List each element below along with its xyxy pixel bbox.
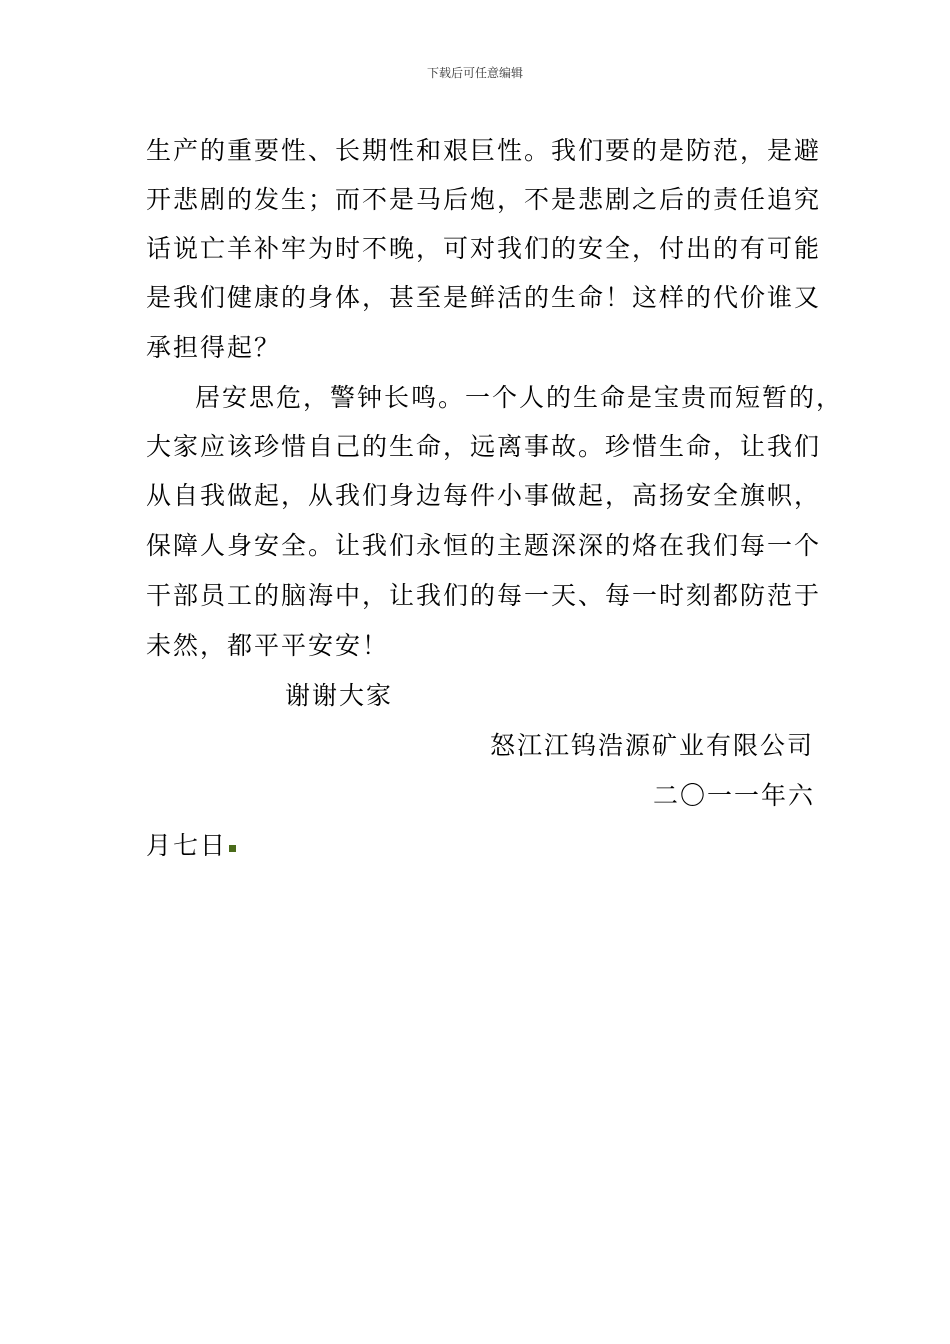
body-line: 大家应该珍惜自己的生命，远离事故。珍惜生命，让我们 <box>146 432 822 461</box>
date-text: 月七日 <box>146 831 228 860</box>
body-line: 话说亡羊补牢为时不晚，可对我们的安全，付出的有可能 <box>146 234 822 263</box>
body-line: 开悲剧的发生；而不是马后炮，不是悲剧之后的责任追究 <box>146 185 822 214</box>
body-line: 从自我做起，从我们身边每件小事做起，高扬安全旗帜， <box>146 481 822 510</box>
date-line-1: 二〇一一年六 <box>653 781 816 810</box>
body-line: 承担得起？ <box>146 333 282 362</box>
header-note: 下载后可任意编辑 <box>426 66 523 80</box>
company-name: 怒江江钨浩源矿业有限公司 <box>490 731 815 760</box>
body-line: 干部员工的脑海中，让我们的每一天、每一时刻都防范于 <box>146 581 822 610</box>
paragraph-mark <box>229 845 236 852</box>
paragraph-start-line: 居安思危，警钟长鸣。一个人的生命是宝贵而短暂的， <box>195 383 844 412</box>
body-line: 是我们健康的身体，甚至是鲜活的生命！这样的代价谁又 <box>146 283 822 312</box>
body-line: 保障人身安全。让我们永恒的主题深深的烙在我们每一个 <box>146 531 822 560</box>
body-line: 生产的重要性、长期性和艰巨性。我们要的是防范，是避 <box>146 136 822 165</box>
thanks-text: 谢谢大家 <box>285 681 394 710</box>
body-line: 未然，都平平安安！ <box>146 631 390 660</box>
date-line-2 <box>146 828 236 864</box>
